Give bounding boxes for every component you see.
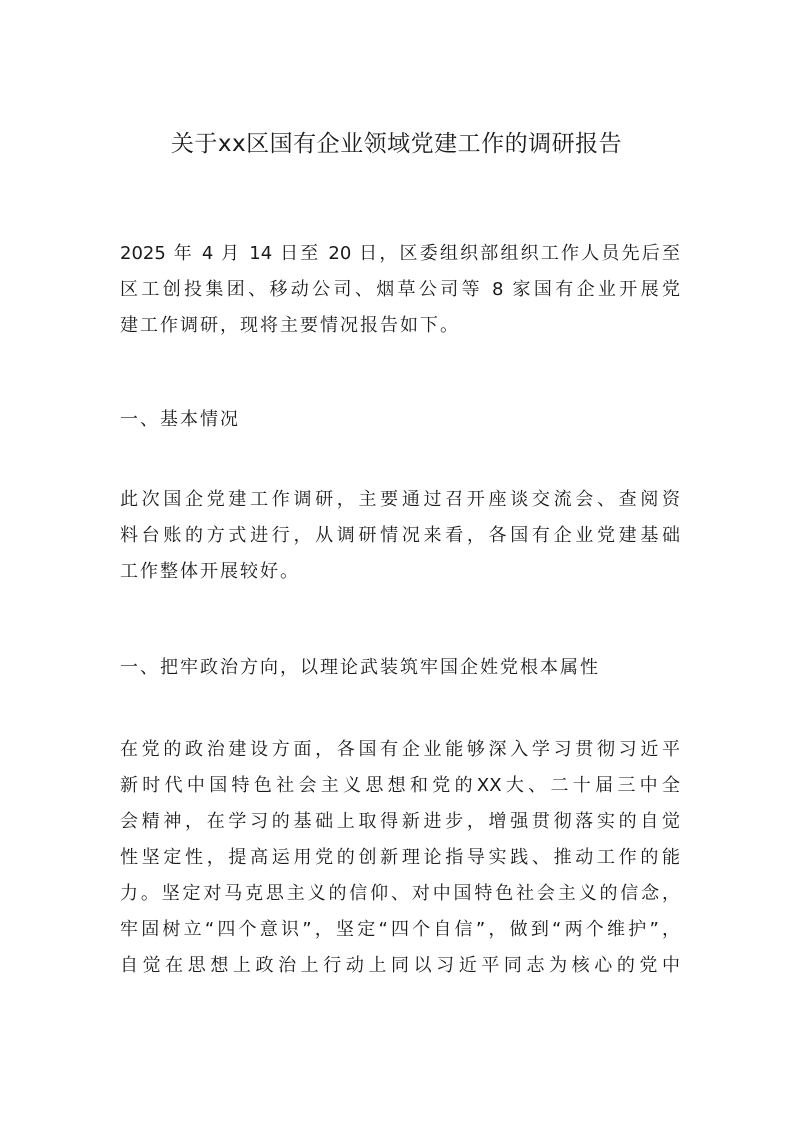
intro-line: 区工创投集团、移动公司、烟草公司等 8 家国有企业开展党 — [120, 279, 680, 300]
section-1-line: 料台账的方式进行，从调研情况来看，各国有企业党建基础 — [120, 525, 680, 546]
section-2-line: 性坚定性，提高运用党的创新理论指导实践、推动工作的能 — [120, 847, 680, 868]
section-1-line: 工作整体开展较好。 — [120, 561, 300, 582]
section-2-paragraph — [120, 732, 680, 984]
document-title: 关于xx区国有企业领域党建工作的调研报告 — [170, 131, 623, 157]
section-1-paragraph — [120, 482, 680, 590]
section-2-heading: 一、把牢政治方向，以理论武装筑牢国企姓党根本属性 — [120, 657, 600, 678]
intro-line: 建工作调研，现将主要情况报告如下。 — [120, 315, 460, 336]
section-2-line: 牢固树立“四个意识”，坚定“四个自信”，做到“两个维护”， — [120, 919, 680, 940]
section-2-line: 会精神，在学习的基础上取得新进步，增强贯彻落实的自觉 — [120, 811, 680, 832]
section-2-line: 新时代中国特色社会主义思想和党的XX大、二十届三中全 — [120, 775, 680, 796]
section-2-line: 力。坚定对马克思主义的信仰、对中国特色社会主义的信念， — [120, 883, 680, 904]
section-1-line: 此次国企党建工作调研，主要通过召开座谈交流会、查阅资 — [120, 489, 680, 510]
section-2-line: 自觉在思想上政治上行动上同以习近平同志为核心的党中 — [120, 955, 680, 976]
intro-paragraph — [120, 236, 680, 344]
intro-line: 2025 年 4 月 14 日至 20 日，区委组织部组织工作人员先后至 — [120, 243, 680, 264]
section-2-line: 在党的政治建设方面，各国有企业能够深入学习贯彻习近平 — [120, 739, 680, 760]
section-1-heading: 一、基本情况 — [120, 409, 240, 430]
